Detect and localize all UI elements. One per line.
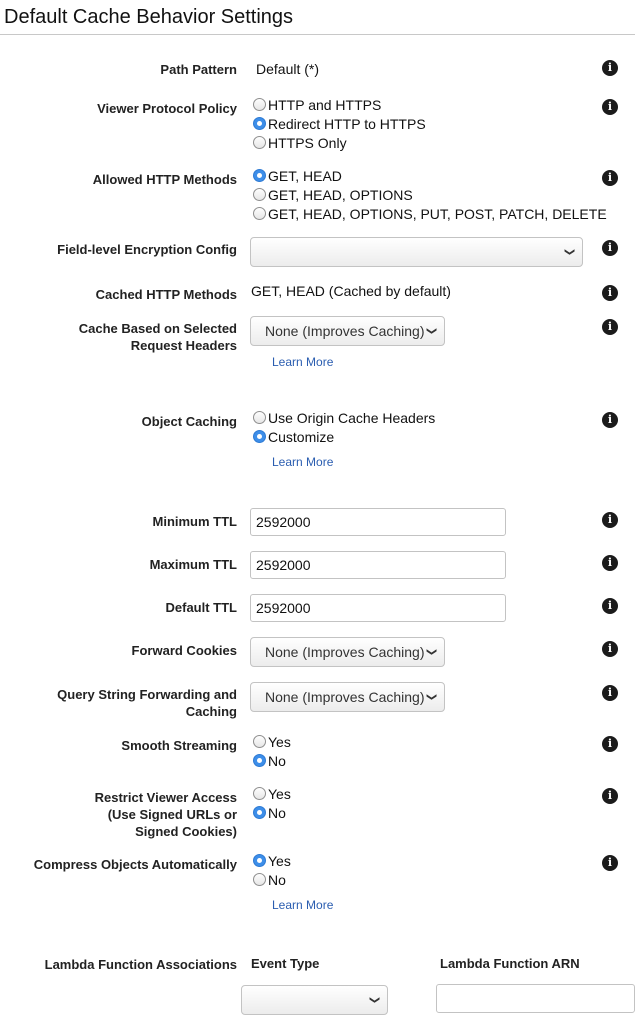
radio-label: Yes [268,785,291,802]
radio-label: Customize [268,428,335,445]
event-type-select[interactable] [241,985,388,1015]
smooth-streaming-option[interactable] [253,732,291,751]
radio-button[interactable] [253,136,266,149]
chevron-down-icon: ❯ [368,995,380,1005]
query-string-value: None (Improves Caching) [265,689,425,705]
radio-label: GET, HEAD [268,167,342,184]
smooth-streaming-label: Smooth Streaming [121,738,237,753]
radio-label: HTTP and HTTPS [268,96,382,113]
object-caching-option[interactable] [253,408,435,427]
info-icon[interactable]: i [602,598,618,614]
radio-button[interactable] [253,411,266,424]
max-ttl-input[interactable]: 2592000 [250,551,506,579]
restrict-viewer-option[interactable] [253,803,286,822]
restrict-viewer-option[interactable] [253,784,291,803]
allowed-methods-option[interactable] [253,204,607,223]
compress-option[interactable] [253,851,291,870]
learn-more-link[interactable]: Learn More [272,455,334,469]
info-icon[interactable]: i [602,99,618,115]
radio-button-selected[interactable] [253,854,266,867]
path-pattern-label: Path Pattern [160,62,237,77]
chevron-down-icon: ❯ [425,326,437,336]
radio-label: HTTPS Only [268,134,347,151]
lambda-arn-input[interactable] [436,984,635,1013]
info-icon[interactable]: i [602,319,618,335]
cached-methods-value: GET, HEAD (Cached by default) [251,283,451,299]
info-icon[interactable]: i [602,285,618,301]
compress-label: Compress Objects Automatically [33,857,237,872]
radio-label: No [268,804,286,821]
info-icon[interactable]: i [602,170,618,186]
radio-button[interactable] [253,873,266,886]
event-type-header: Event Type [251,956,320,971]
radio-button[interactable] [253,98,266,111]
radio-label: Redirect HTTP to HTTPS [268,115,426,132]
radio-button[interactable] [253,188,266,201]
info-icon[interactable]: i [602,788,618,804]
max-ttl-label: Maximum TTL [149,557,237,572]
query-string-label: Query String Forwarding and Caching [57,687,237,719]
title-divider [0,34,635,35]
radio-button-selected[interactable] [253,169,266,182]
object-caching-option[interactable] [253,427,334,446]
info-icon[interactable]: i [602,685,618,701]
forward-cookies-label: Forward Cookies [131,643,237,658]
cached-methods-label: Cached HTTP Methods [95,287,237,302]
radio-label: GET, HEAD, OPTIONS, PUT, POST, PATCH, DELETE [268,205,607,222]
radio-label: No [268,752,286,769]
viewer-protocol-option[interactable] [253,133,347,152]
default-ttl-input[interactable]: 2592000 [250,594,506,622]
cache-headers-select[interactable] [250,316,445,346]
info-icon[interactable]: i [602,240,618,256]
radio-button-selected[interactable] [253,117,266,130]
viewer-protocol-option[interactable] [253,114,426,133]
chevron-down-icon: ❯ [425,692,437,702]
radio-button-selected[interactable] [253,806,266,819]
lambda-associations-label: Lambda Function Associations [44,957,237,972]
viewer-protocol-label: Viewer Protocol Policy [97,101,237,116]
radio-label: Use Origin Cache Headers [268,409,436,426]
cache-headers-label: Cache Based on Selected Request Headers [78,321,237,353]
allowed-methods-label: Allowed HTTP Methods [92,172,237,187]
radio-button[interactable] [253,787,266,800]
field-encryption-label: Field-level Encryption Config [57,242,237,257]
radio-label: No [268,871,286,888]
cache-headers-value: None (Improves Caching) [265,323,425,339]
min-ttl-input[interactable]: 2592000 [250,508,506,536]
restrict-viewer-label: Restrict Viewer Access (Use Signed URLs or Signed Cookies) [94,790,237,839]
radio-button-selected[interactable] [253,430,266,443]
page-title: Default Cache Behavior Settings [4,6,294,28]
allowed-methods-option[interactable] [253,185,413,204]
forward-cookies-select[interactable] [250,637,445,667]
info-icon[interactable]: i [602,60,618,76]
smooth-streaming-option[interactable] [253,751,286,770]
forward-cookies-value: None (Improves Caching) [265,644,425,660]
info-icon[interactable]: i [602,412,618,428]
chevron-down-icon: ❯ [425,647,437,657]
info-icon[interactable]: i [602,736,618,752]
learn-more-link[interactable]: Learn More [272,355,334,369]
allowed-methods-option[interactable] [253,166,342,185]
min-ttl-label: Minimum TTL [152,514,237,529]
info-icon[interactable]: i [602,641,618,657]
learn-more-link[interactable]: Learn More [272,898,334,912]
radio-label: Yes [268,852,291,869]
info-icon[interactable]: i [602,855,618,871]
compress-option[interactable] [253,870,286,889]
radio-button[interactable] [253,207,266,220]
radio-button-selected[interactable] [253,754,266,767]
radio-label: GET, HEAD, OPTIONS [268,186,413,203]
lambda-arn-header: Lambda Function ARN [440,956,580,971]
viewer-protocol-option[interactable] [253,95,381,114]
default-ttl-label: Default TTL [165,600,237,615]
radio-button[interactable] [253,735,266,748]
radio-label: Yes [268,733,291,750]
object-caching-label: Object Caching [141,414,237,429]
chevron-down-icon: ❯ [563,247,575,257]
info-icon[interactable]: i [602,555,618,571]
path-pattern-value: Default (*) [256,61,320,77]
query-string-select[interactable] [250,682,445,712]
info-icon[interactable]: i [602,512,618,528]
field-encryption-select[interactable] [250,237,583,267]
